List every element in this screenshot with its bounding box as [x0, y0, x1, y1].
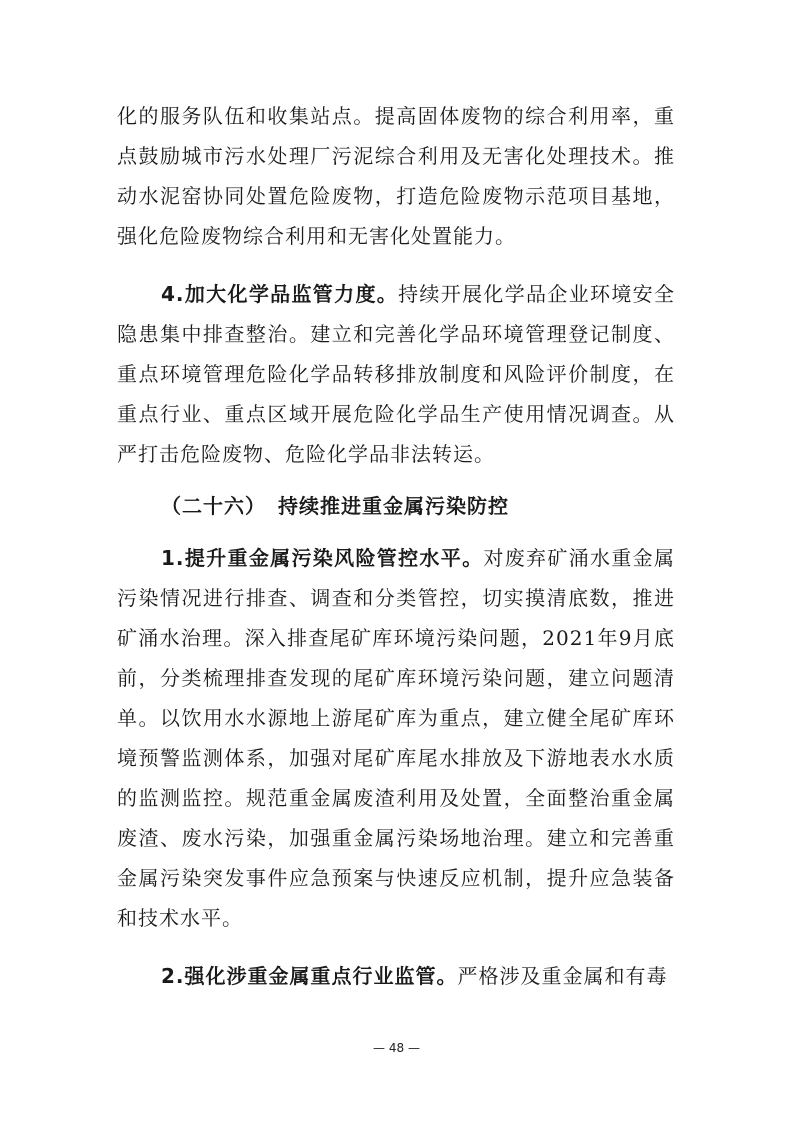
document-body: [117, 96, 675, 996]
paragraph-heading: 2.强化涉重金属重点行业监管。: [161, 964, 458, 988]
paragraph-gap: [117, 474, 675, 486]
paragraph-gap: [117, 938, 675, 956]
section-heading: [117, 486, 675, 526]
paragraph-text: 持续开展化学品企业环境安全隐患集中排查整治。建立和完善化学品环境管理登记制度、重点环境管理危险化学品转移排放制度和风险评价制度，在重点行业、重点区域开展危险化学品生产使用情况调查。从严打击危险废物、危险化学品非法转运。: [117, 282, 675, 466]
paragraph-gap: [117, 526, 675, 538]
paragraph-gap: [117, 256, 675, 274]
paragraph-heading: 4.加大化学品监管力度。: [161, 282, 399, 306]
paragraph-heading: 1.提升重金属污染风险管控水平。: [161, 546, 484, 570]
paragraph-chemical-supervision: [117, 274, 675, 474]
paragraph-text: 对废弃矿涌水重金属污染情况进行排查、调查和分类管控，切实摸清底数，推进矿涌水治理。深入排查尾矿库环境污染问题，2021年9月底前，分类梳理排查发现的尾矿库环境污染问题，建立问题清单。以饮用水水源地上游尾矿库为重点，建立健全尾矿库环境预警监测体系，加强对尾矿库尾水排放及下游地表水水质的监测监控。规范重金属废渣利用及处置，全面整治重金属废渣、废水污染，加强重金属污染场地治理。建立和完善重金属污染突发事件应急预案与快速反应机制，提升应急装备和技术水平。: [117, 546, 676, 930]
paragraph-industry-supervision: [117, 956, 675, 996]
section-title: 持续推进重金属污染防控: [278, 494, 509, 518]
section-number: （二十六）: [161, 494, 266, 518]
paragraph-continued: 化的服务队伍和收集站点。提高固体废物的综合利用率，重点鼓励城市污水处理厂污泥综合利用及无害化处理技术。推动水泥窑协同处置危险废物，打造危险废物示范项目基地，强化危险废物综合利用和无害化处置能力。: [117, 104, 675, 248]
paragraph-text: 严格涉及重金属和有毒: [457, 964, 668, 988]
page-number: — 48 —: [373, 1041, 420, 1055]
paragraph-heavy-metal-risk: [117, 538, 675, 938]
